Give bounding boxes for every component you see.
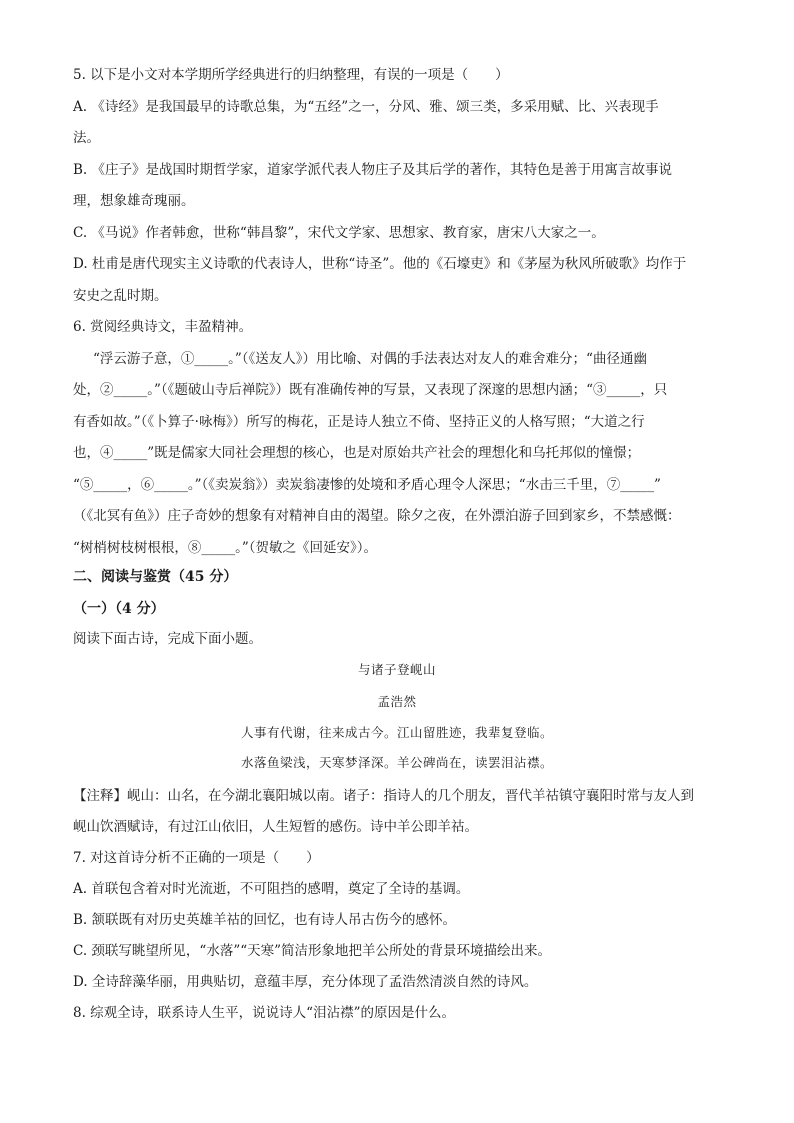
section-2-part-1: （一）（4 分） <box>73 601 165 617</box>
q7-option-d: D. 全诗辞藻华丽，用典贴切，意蕴丰厚，充分体现了孟浩然清淡自然的诗风。 <box>73 974 538 990</box>
q6-line-2: 处，②_____。”（《题破山寺后禅院》）既有准确传神的写景，又表现了深邃的思想内涵；“③_____，只 <box>73 382 668 398</box>
q6-line-4: 也，④_____”既是儒家大同社会理想的核心，也是对原始共产社会的理想化和乌托邦似的憧憬； <box>73 445 641 461</box>
section-2-title: 二、阅读与鉴赏（45 分） <box>73 569 238 585</box>
q7-stem: 7. 对这首诗分析不正确的一项是（ ） <box>73 850 320 866</box>
section-2-intro: 阅读下面古诗，完成下面小题。 <box>73 631 262 647</box>
q5-option-a-cont: 法。 <box>73 130 100 146</box>
q5-stem: 5. 以下是小文对本学期所学经典进行的归纳整理，有误的一项是（ ） <box>73 67 509 83</box>
q6-line-1: “浮云游子意，①_____。”（《送友人》）用比喻、对偶的手法表达对友人的难舍难分；“曲径通幽 <box>93 351 647 367</box>
q5-option-d-cont: 安史之乱时期。 <box>73 288 168 304</box>
poem-note-cont: 岘山饮酒赋诗，有过江山依旧，人生短暂的感伤。诗中羊公即羊祜。 <box>73 819 478 835</box>
q7-option-c: C. 颈联写眺望所见，“水落”“天寒”简洁形象地把羊公所处的背景环境描绘出来。 <box>73 943 552 959</box>
q6-line-6: （《北冥有鱼》）庄子奇妙的想象有对精神自由的渴望。除夕之夜，在外漂泊游子回到家乡，不禁感慨： <box>73 508 681 524</box>
q6-line-7: “树梢树枝树根根，⑧_____。”（贺敏之《回延安》）。 <box>73 540 378 556</box>
poem-line-1: 人事有代谢，往来成古今。江山留胜迹，我辈复登临。 <box>240 725 553 740</box>
poem-line-2: 水落鱼梁浅，天寒梦泽深。羊公碑尚在，读罢泪沾襟。 <box>240 755 553 770</box>
q8-stem: 8. 综观全诗，联系诗人生平，说说诗人“泪沾襟”的原因是什么。 <box>73 1005 455 1021</box>
q5-option-b-cont: 理，想象雄奇瑰丽。 <box>73 193 195 209</box>
q6-line-3: 有香如故。”（《卜算子·咏梅》）所写的梅花，正是诗人独立不倚、坚持正义的人格写照；“大道之行 <box>73 414 645 430</box>
q5-option-a: A. 《诗经》是我国最早的诗歌总集，为“五经”之一，分风、雅、颂三类，多采用赋、比、兴表现手 <box>73 99 659 115</box>
q5-option-c: C. 《马说》作者韩愈，世称“韩昌黎”，宋代文学家、思想家、教育家，唐宋八大家之一。 <box>73 225 605 241</box>
q5-option-b: B. 《庄子》是战国时期哲学家，道家学派代表人物庄子及其后学的著作，其特色是善于用寓言故事说 <box>73 162 673 178</box>
poem-title: 与诸子登岘山 <box>357 662 436 677</box>
q5-option-d: D. 杜甫是唐代现实主义诗歌的代表诗人，世称“诗圣”。他的《石壕吏》和《茅屋为秋风所破歌》均作于 <box>73 256 687 272</box>
q7-option-a: A. 首联包含着对时光流逝，不可阻挡的感喟，奠定了全诗的基调。 <box>73 881 470 897</box>
poem-author: 孟浩然 <box>377 694 417 709</box>
q6-line-5: “⑤_____，⑥_____。”（《卖炭翁》）卖炭翁凄惨的处境和矛盾心理令人深思；“水击三千里，⑦_____” <box>73 477 661 493</box>
poem-note: 【注释】岘山：山名，在今湖北襄阳城以南。诸子：指诗人的几个朋友，晋代羊祜镇守襄阳时常与友人到 <box>73 788 694 804</box>
q6-stem: 6. 赏阅经典诗文，丰盈精神。 <box>73 319 253 335</box>
q7-option-b: B. 颔联既有对历史英雄羊祜的回忆，也有诗人吊古伤今的感怀。 <box>73 912 457 928</box>
